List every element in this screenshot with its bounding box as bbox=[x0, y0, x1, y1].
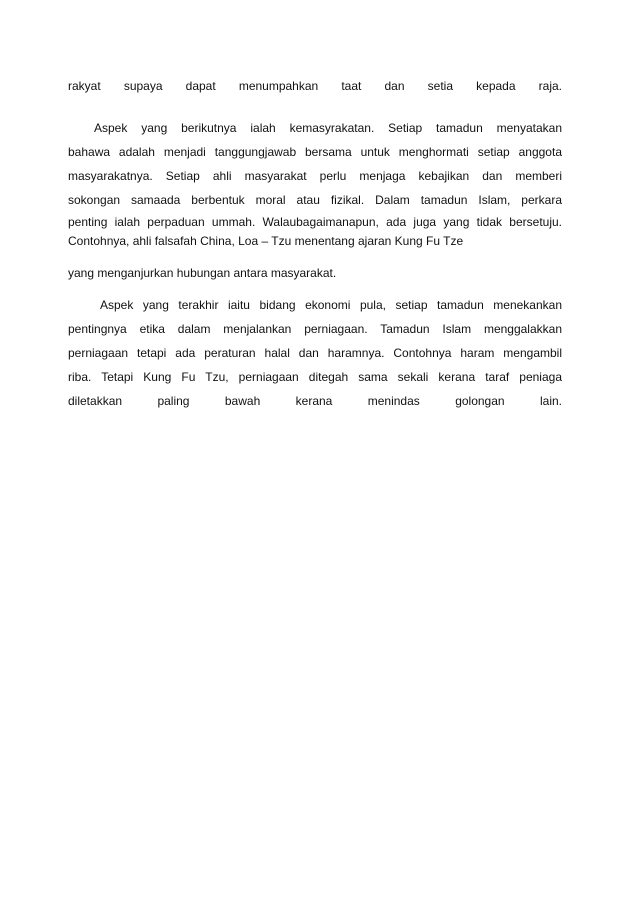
paragraph-line: sokongan samaada berbentuk moral atau fizikal. Dalam tamadun Islam, perkara bbox=[68, 193, 562, 207]
paragraph-line: perniagaan tetapi ada peraturan halal dan haramnya. Contohnya haram mengambil bbox=[68, 346, 562, 360]
paragraph-line: masyarakatnya. Setiap ahli masyarakat perlu menjaga kebajikan dan memberi bbox=[68, 169, 562, 183]
paragraph-line: yang menganjurkan hubungan antara masyarakat. bbox=[68, 266, 337, 280]
paragraph-line: Aspek yang berikutnya ialah kemasyrakatan. Setiap tamadun menyatakan bbox=[94, 121, 562, 135]
paragraph-line: penting ialah perpaduan ummah. Walaubagaimanapun, ada juga yang tidak bersetuju. bbox=[68, 215, 562, 229]
paragraph-line: Aspek yang terakhir iaitu bidang ekonomi pula, setiap tamadun menekankan bbox=[100, 298, 562, 312]
paragraph-line: rakyat supaya dapat menumpahkan taat dan setia kepada raja. bbox=[68, 79, 562, 93]
paragraph-line: bahawa adalah menjadi tanggungjawab bersama untuk menghormati setiap anggota bbox=[68, 145, 562, 159]
paragraph-line: diletakkan paling bawah kerana menindas golongan lain. bbox=[68, 394, 562, 408]
paragraph-line: pentingnya etika dalam menjalankan perniagaan. Tamadun Islam menggalakkan bbox=[68, 322, 562, 336]
paragraph-line: Contohnya, ahli falsafah China, Loa – Tzu menentang ajaran Kung Fu Tze bbox=[68, 234, 464, 248]
paragraph-line: riba. Tetapi Kung Fu Tzu, perniagaan ditegah sama sekali kerana taraf peniaga bbox=[68, 370, 562, 384]
